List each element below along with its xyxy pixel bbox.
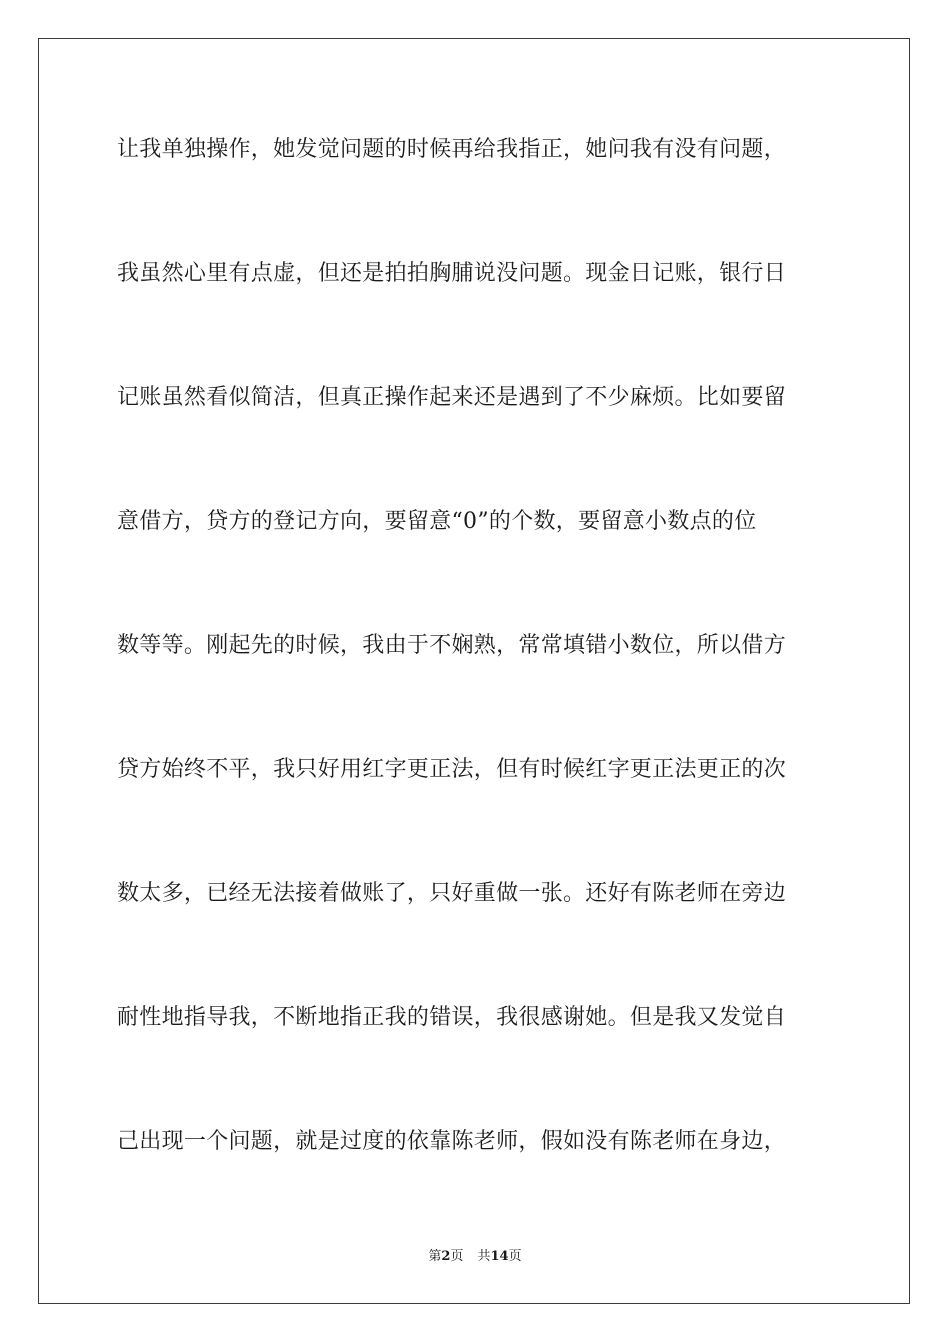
page-label-prefix: 第 — [428, 1249, 442, 1264]
total-label-prefix: 共 — [477, 1249, 491, 1264]
body-text-line: 意借方，贷方的登记方向，要留意“0”的个数，要留意小数点的位 — [117, 509, 757, 534]
page-border — [38, 38, 910, 1304]
page-footer — [0, 1248, 950, 1266]
body-text-line: 贷方始终不平，我只好用红字更正法，但有时候红字更正法更正的次 — [117, 757, 787, 782]
body-text-line: 耐性地指导我，不断地指正我的错误，我很感谢她。但是我又发觉自 — [117, 1005, 787, 1030]
page-label-suffix: 页 — [450, 1249, 464, 1264]
body-text-line: 数等等。刚起先的时候，我由于不娴熟，常常填错小数位，所以借方 — [117, 633, 787, 658]
page-number: 2 — [441, 1249, 451, 1264]
body-text-line: 己出现一个问题，就是过度的依靠陈老师，假如没有陈老师在身边， — [117, 1129, 787, 1154]
total-label-suffix: 页 — [508, 1249, 522, 1264]
body-text-line: 让我单独操作，她发觉问题的时候再给我指正，她问我有没有问题， — [117, 137, 787, 162]
body-text-line: 我虽然心里有点虚，但还是拍拍胸脯说没问题。现金日记账，银行日 — [117, 261, 787, 286]
total-pages: 14 — [490, 1249, 509, 1264]
body-text-line: 记账虽然看似简洁，但真正操作起来还是遇到了不少麻烦。比如要留 — [117, 385, 787, 410]
body-text-line: 数太多，已经无法接着做账了，只好重做一张。还好有陈老师在旁边 — [117, 881, 787, 906]
